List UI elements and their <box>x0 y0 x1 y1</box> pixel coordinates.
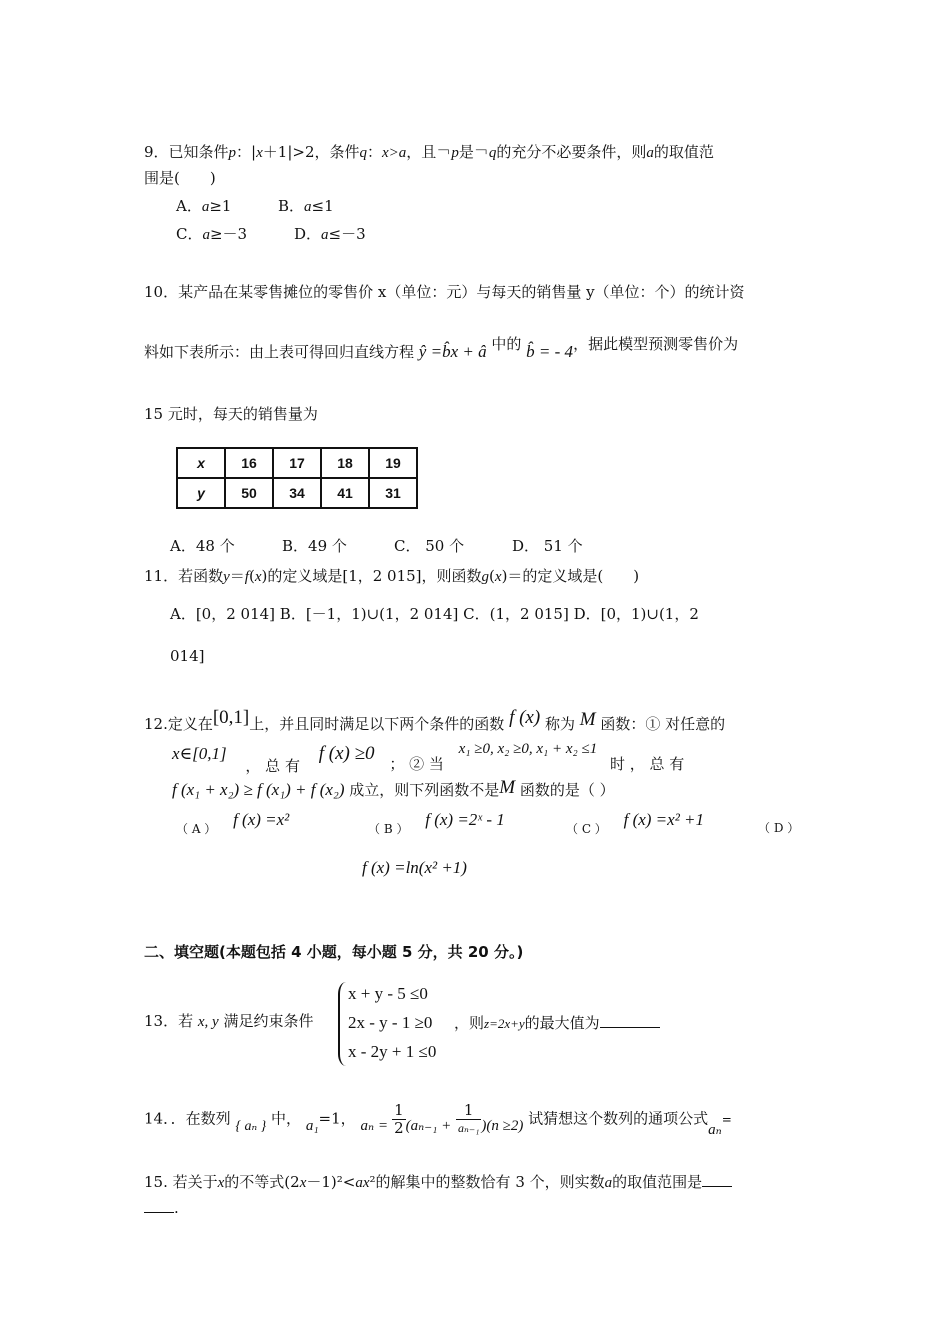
q12-text: 12.定义在 <box>144 715 213 733</box>
q14-a1: a₁ <box>305 1117 319 1134</box>
option-var: a <box>202 227 210 243</box>
q14-expr: )(n ≥2) <box>481 1117 524 1134</box>
section-title: 二、填空题(本题包括 4 小题，每小题 5 分，共 20 分。) <box>144 943 524 961</box>
q14-an: aₙ <box>360 1117 375 1134</box>
option-formula: f (x) =x² +1 <box>623 810 705 829</box>
q10-text: 中的 <box>491 335 522 353</box>
option-letter: （ C ） <box>566 822 607 836</box>
q9-text: 9．已知条件 <box>144 143 229 161</box>
q12-cond1: f (x) ≥0 <box>318 743 375 764</box>
q9-text: ＋1|>2，条件 <box>262 143 360 161</box>
q13-text: 满足约束条件 <box>223 1012 314 1030</box>
q15-text: －1)²< <box>306 1173 356 1191</box>
table-cell: 50 <box>225 478 273 508</box>
q14-fraction-half <box>392 1102 406 1137</box>
q10-option-c: C． 50 个 <box>394 537 465 555</box>
q15-text: 的不等式(2 <box>224 1173 300 1191</box>
q14-text: 14．．在数列 <box>144 1109 231 1128</box>
q12-text: 函数的是（ ） <box>519 781 615 799</box>
table-row <box>177 448 417 478</box>
table-cell: 34 <box>273 478 321 508</box>
q12-cond2: x₁ ≥0, x₂ ≥0, x₁ + x₂ ≤1 <box>458 741 598 757</box>
q9-text: 是￢ <box>458 143 489 161</box>
q12-option-d: f (x) =ln(x² +1) <box>362 858 467 877</box>
q12-inequality: f (x₁ + x₂) ≥ f (x₁) + f (x₂) <box>172 780 345 799</box>
q13-constraint-3: x - 2y + 1 ≤0 <box>348 1042 437 1061</box>
option-var: a <box>201 199 210 215</box>
q13-constraint-1: x + y - 5 ≤0 <box>348 984 428 1003</box>
q12-text: 称为 <box>544 715 575 733</box>
q13-text: 13．若 <box>144 1012 194 1030</box>
q12-text: 时 ， 总 有 <box>609 755 685 773</box>
q9-option-a <box>176 196 231 217</box>
q9-text: ，且￢ <box>406 143 452 161</box>
q10-option-d: D． 51 个 <box>512 537 583 555</box>
q14-sequence: { aₙ } <box>235 1118 267 1134</box>
q14-text: 中， <box>271 1109 302 1128</box>
q9-expr: x>a <box>382 145 407 161</box>
fraction-numerator: 1 <box>394 1101 404 1119</box>
q11-line1 <box>144 566 639 587</box>
q9-line2: 围是( ) <box>144 169 216 187</box>
q12-text: 成立，则下列函数不是 <box>349 781 500 799</box>
q15-line <box>144 1170 732 1193</box>
q10-text: ，据此模型预测零售价为 <box>573 335 739 353</box>
q12-option-d-label: （ D ） <box>758 821 800 835</box>
q14-line <box>144 1102 732 1137</box>
table-cell: 41 <box>321 478 369 508</box>
q12-text: ； ② 当 <box>389 755 444 773</box>
q15-text: . <box>174 1199 179 1217</box>
q9-line1 <box>144 142 714 163</box>
q12-M: M <box>499 777 516 798</box>
q15-var: a <box>604 1175 613 1191</box>
option-letter: B． <box>278 197 305 215</box>
q11-var: x <box>494 569 502 585</box>
q14-text: = <box>721 1112 732 1127</box>
table-cell: 17 <box>273 448 321 478</box>
fraction-denominator: aₙ₋₁ <box>458 1121 480 1135</box>
q12-domain: x∈[0,1] <box>172 744 227 763</box>
q9-option-c <box>176 224 247 245</box>
option-text: ≤1 <box>311 197 334 215</box>
option-letter: D． <box>294 225 322 243</box>
q15-answer-blank[interactable] <box>702 1170 732 1187</box>
q9-text: ：| <box>236 143 257 161</box>
q14-text: 试猜想这个数列的通项公式 <box>528 1109 709 1128</box>
table-cell: x <box>177 448 225 478</box>
q11-var: x <box>254 569 262 585</box>
q9-var-q: q <box>359 145 367 161</box>
q11-options: A．[0，2 014] B．[－1，1)∪(1，2 014] C．(1，2 015] D．[0，1)∪(1，2 <box>170 605 699 623</box>
q12-text: ， 总 有 <box>245 757 300 775</box>
q11-text: )的定义域是[1，2 015]，则函数 <box>261 567 482 585</box>
q10-option-b: B．49 个 <box>282 537 347 555</box>
q12-fx: f (x) <box>509 707 541 728</box>
table-cell: 18 <box>321 448 369 478</box>
q10-line3: 15 元时，每天的销售量为 <box>144 405 318 423</box>
q9-var-p2: p <box>451 145 459 161</box>
q12-option-c <box>566 810 705 836</box>
option-var: a <box>321 227 329 243</box>
q12-option-b <box>368 810 505 836</box>
q11-text: )＝的定义域是( ) <box>501 567 640 585</box>
q13-text: 的最大值为 <box>524 1014 600 1032</box>
q9-text: ： <box>367 143 383 161</box>
q10-data-table <box>176 447 418 509</box>
q12-interval: [0,1] <box>212 707 250 728</box>
q10-option-a: A．48 个 <box>170 537 235 555</box>
option-letter: （ B ） <box>368 822 409 836</box>
q12-text: 函数：① 对任意的 <box>600 715 726 733</box>
q15-var: x <box>217 1175 225 1191</box>
option-letter: C． <box>176 225 203 243</box>
q15-var: ax <box>355 1175 370 1191</box>
q13-prefix <box>144 1011 314 1032</box>
q15-line2 <box>144 1196 179 1218</box>
q10-regression-eq: ŷ =b̂x + â <box>418 342 487 361</box>
q11-text: 11．若函数 <box>144 567 224 585</box>
q14-text: =1， <box>318 1109 356 1128</box>
table-cell: 19 <box>369 448 417 478</box>
q15-text: ²的解集中的整数恰有 3 个，则实数 <box>369 1173 605 1191</box>
table-cell: 31 <box>369 478 417 508</box>
q14-fraction-inv <box>456 1102 481 1137</box>
q9-text: 的充分不必要条件，则 <box>496 143 647 161</box>
q13-suffix <box>454 1011 660 1034</box>
option-var: a <box>304 199 312 215</box>
q12-option-a <box>176 810 290 836</box>
fraction-numerator: 1 <box>456 1102 481 1120</box>
q11-var: g <box>481 569 490 585</box>
q14-expr: (aₙ₋₁ + <box>405 1117 452 1134</box>
q9-var-x: x <box>256 145 263 161</box>
q9-var-p: p <box>228 145 237 161</box>
table-cell: 16 <box>225 448 273 478</box>
q15-answer-blank-cont[interactable] <box>144 1196 174 1213</box>
q10-line2 <box>144 335 739 362</box>
option-letter: A． <box>176 197 202 215</box>
q9-option-d <box>294 224 366 245</box>
q10-text: 料如下表所示：由上表可得回归直线方程 <box>144 343 415 361</box>
q11-text: ＝ <box>229 567 245 585</box>
q14-an: aₙ <box>708 1121 722 1138</box>
q9-option-b <box>278 196 334 217</box>
q9-text: 的取值范 <box>653 143 714 161</box>
q13-vars: x, y <box>197 1014 219 1030</box>
q13-objective: z=2x+y <box>484 1016 525 1031</box>
option-text: ≤－3 <box>328 225 366 243</box>
q12-line3 <box>172 777 615 800</box>
option-text: ≥－3 <box>209 225 248 243</box>
q14-eq: = <box>378 1117 388 1134</box>
fraction-denominator: 2 <box>394 1119 404 1137</box>
option-text: ≥1 <box>209 197 232 215</box>
q15-text: 的取值范围是 <box>612 1173 703 1191</box>
q12-line1 <box>144 707 726 734</box>
q11-text: ( <box>489 567 495 585</box>
q12-line2 <box>172 741 685 775</box>
q9-var-q2: q <box>488 145 497 161</box>
q10-line1: 10．某产品在某零售摊位的零售价 x（单位：元）与每天的销售量 y（单位：个）的统计资 <box>144 283 745 301</box>
q11-var: f <box>244 569 249 585</box>
q12-text: 上，并且同时满足以下两个条件的函数 <box>249 715 505 733</box>
q15-text: 15. 若关于 <box>144 1173 218 1191</box>
q11-var: y <box>223 569 230 585</box>
q10-slope-eq: b̂ = - 4 <box>526 342 574 361</box>
q12-M: M <box>579 709 596 730</box>
q15-var: x <box>299 1175 307 1191</box>
q13-answer-blank[interactable] <box>600 1011 660 1028</box>
q13-constraint-2: 2x - y - 1 ≥0 <box>348 1013 433 1032</box>
q13-text: ，则 <box>454 1014 485 1032</box>
option-letter: （ A ） <box>176 822 217 836</box>
q11-options-cont: 014] <box>170 647 205 665</box>
q9-var-a: a <box>646 145 654 161</box>
option-formula: f (x) =x² <box>233 810 290 829</box>
table-row <box>177 478 417 508</box>
table-cell: y <box>177 478 225 508</box>
option-formula: f (x) =2ˣ - 1 <box>425 810 505 829</box>
q11-text: ( <box>248 567 255 585</box>
